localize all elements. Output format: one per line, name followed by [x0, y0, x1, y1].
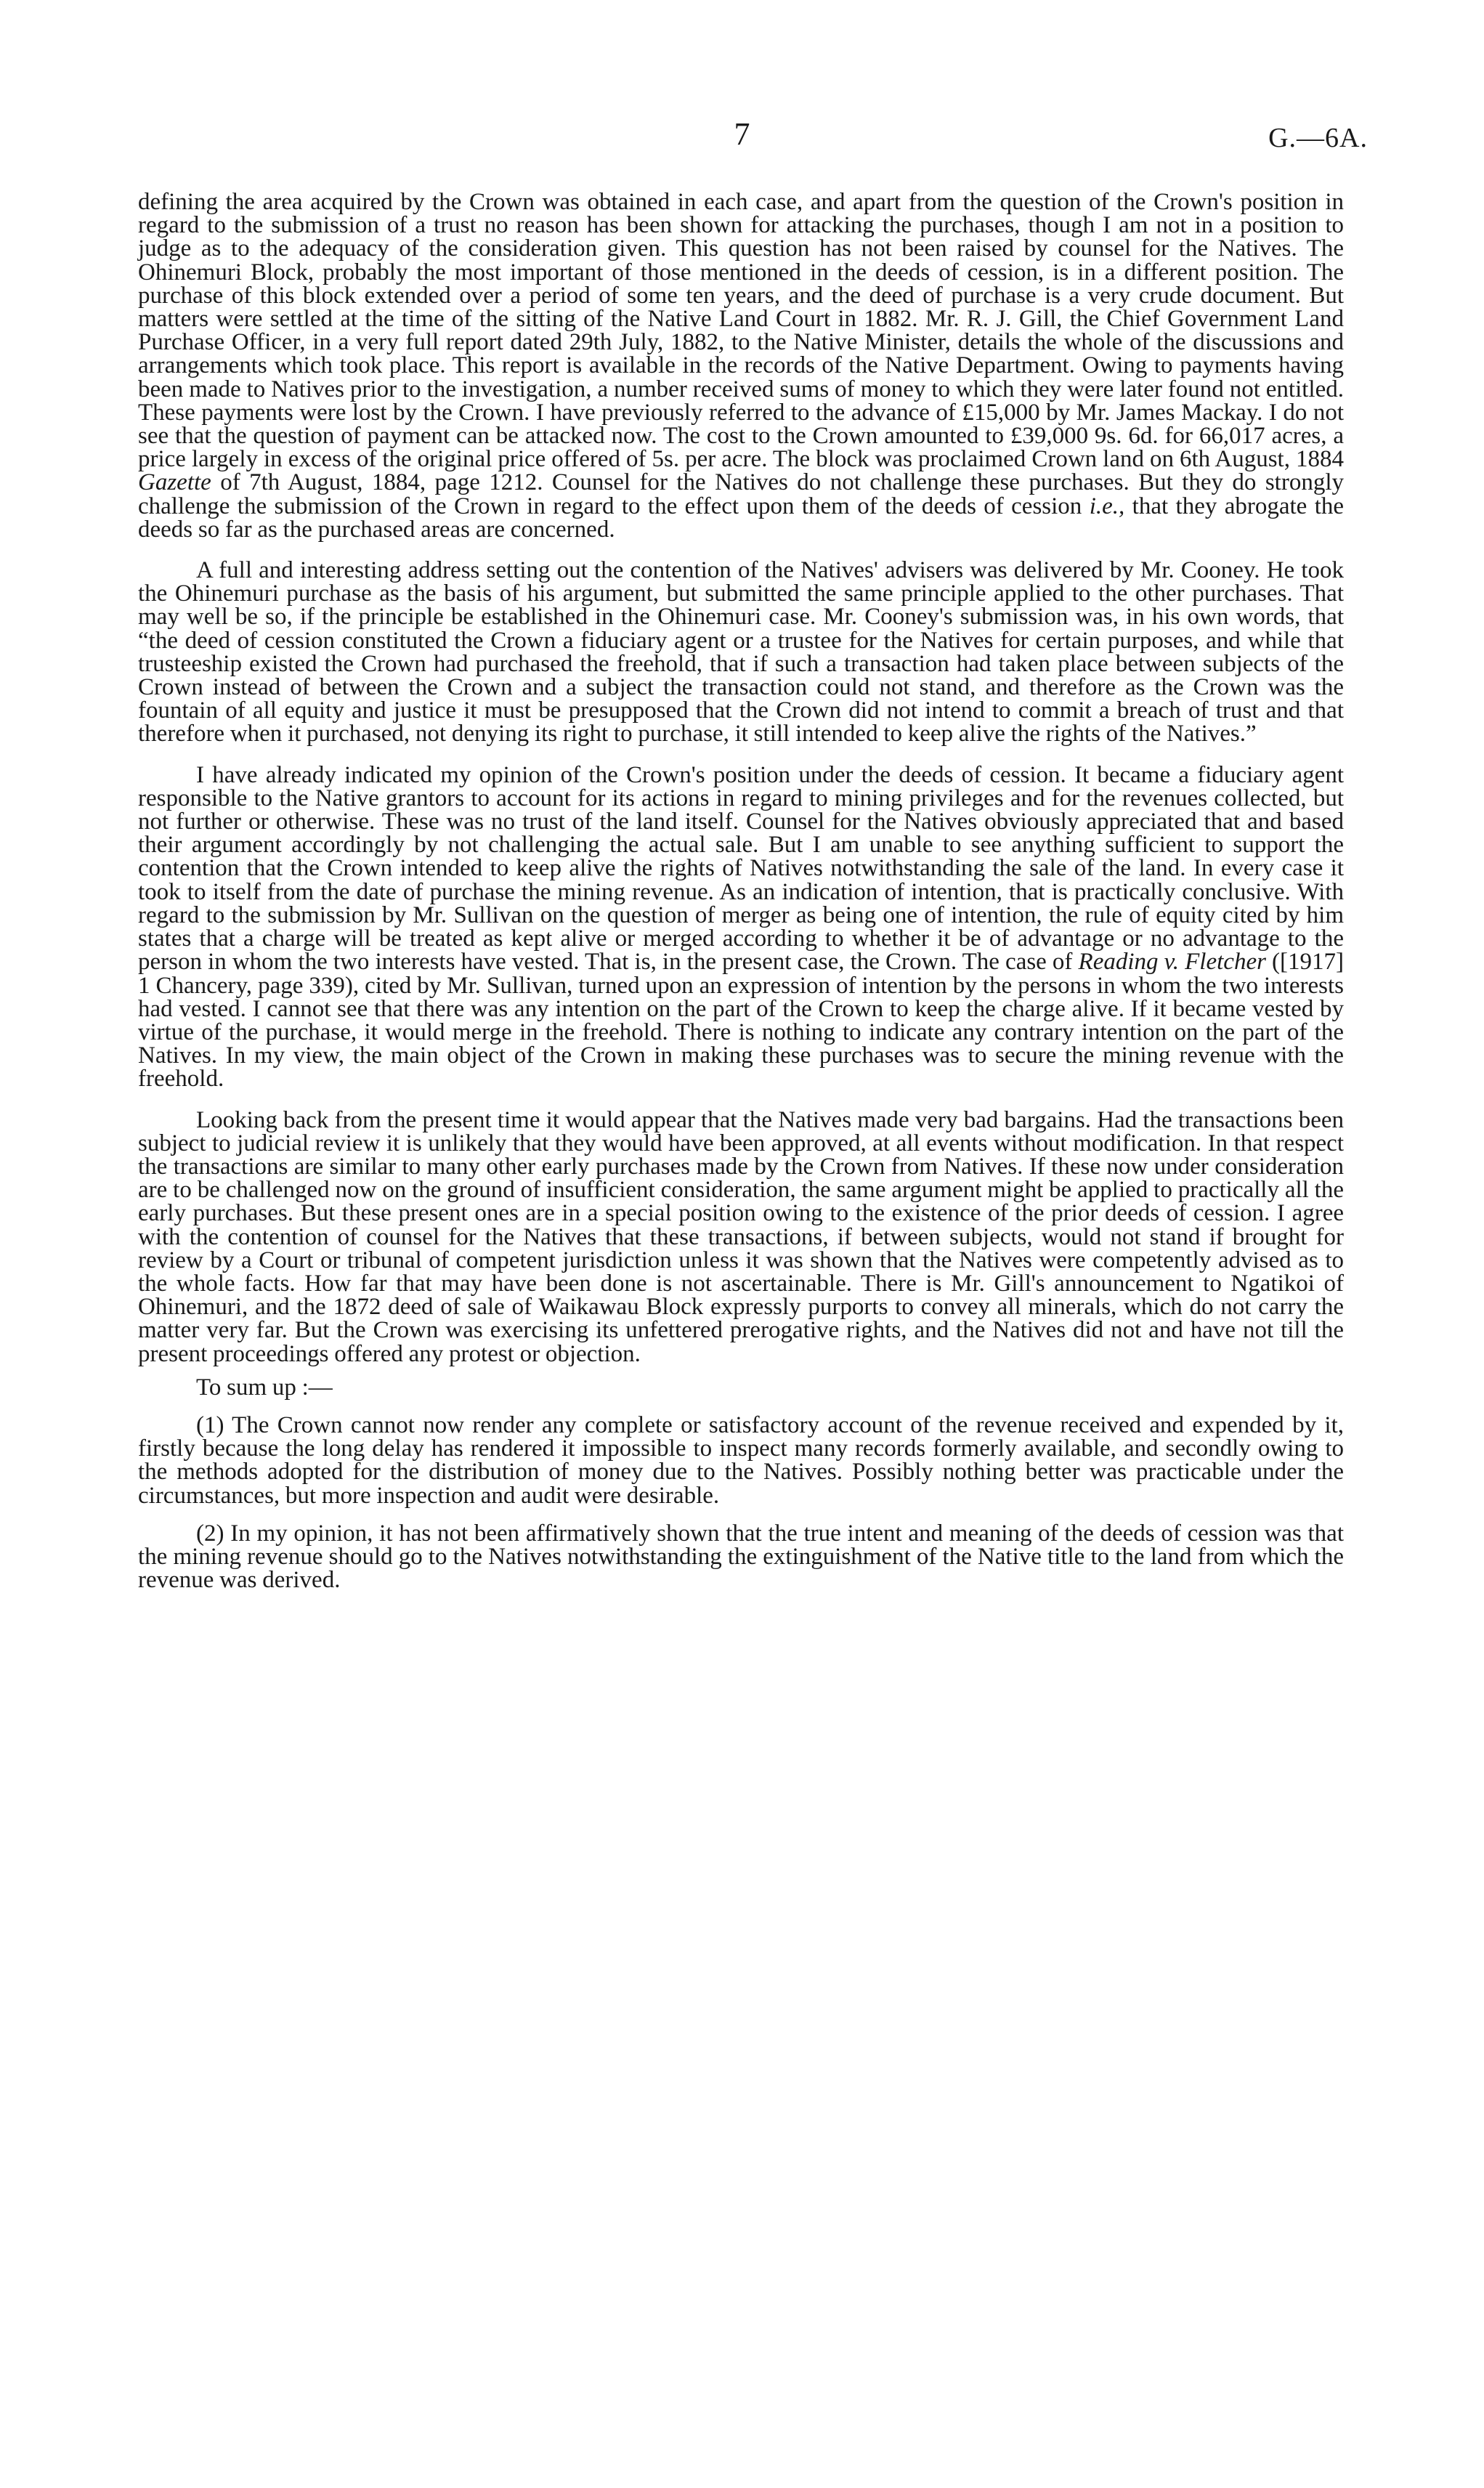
- summary-item-1: (1) The Crown cannot now render any complete or satisfactory account of the revenue received and expended by it, firstly because the long delay has rendered it impossible to inspect many records formerly available, and secondly owing to the methods adopted for the distribution of money due to the Natives. Possibly nothing better was practicable under the circumstances, but more inspection and audit were desirable.: [138, 1411, 1344, 1509]
- summary-item-2: (2) In my opinion, it has not been affirmatively shown that the true intent and meaning of the deeds of cession was that the mining revenue should go to the Natives notwithstanding the extinguishment of the Native title to the land from which the revenue was derived.: [138, 1520, 1344, 1594]
- paragraph-3-start: I have already indicated my opinion of the Crown's position under the deeds of cession. It became a fiduciary agent responsible to the Native grantors to account for its actions in regard to mining privileges and for the revenues collected, but not further or otherwise. These was no trust of the land itself. Counsel for the Natives obviously appreciated that and based their argument accordingly by not challenging the actual sale. But I am unable to see anything sufficient to support the contention that the Crown intended to keep alive the rights of Natives notwithstanding the sale of the land. In every case it took to itself from the date of purchase the mining revenue. As an indication of intention, that is practically conclusive. With regard to the submission by Mr. Sullivan on the question of merger as being one of intention, the rule of equity cited by him states that a charge will be treated as kept alive or merged according to whether it be of advantage or no advantage to the person in whom the two interests have vested. That is, in the present case, the Crown. The case of: [138, 761, 1344, 976]
- paragraph-2: A full and interesting address setting out the contention of the Natives' advisers was delivered by Mr. Cooney. He took the Ohinemuri purchase as the basis of his argument, but submitted the same principle applied to the other purchases. That may well be so, if the principle be established in the Ohinemuri case. Mr. Cooney's submission was, in his own words, that “the deed of cession constituted the Crown a fiduciary agent or a trustee for the Natives for certain purposes, and while that trusteeship existed the Crown had purchased the freehold, that if such a transaction had taken place between subjects of the Crown instead of between the Crown and a subject the transaction could not stand, and therefore as the Crown was the fountain of all equity and justice it must be presupposed that the Crown did not intend to commit a breach of trust and that therefore when it purchased, not denying its right to purchase, it still intended to keep alive the rights of the Natives.”: [138, 557, 1344, 747]
- paragraph-1-middle: of 7th August, 1884, page 1212. Counsel for the Natives do not challenge these purchases. But they do strongly challenge the submission of the Crown in regard to the effect upon them of the deeds of cession: [138, 469, 1345, 519]
- paragraph-1: [138, 190, 1344, 541]
- case-citation: Reading v. Fletcher: [1078, 949, 1266, 976]
- paragraph-3-end: ([1917] 1 Chancery, page 339), cited by Mr. Sullivan, turned upon an expression of intention by the persons in whom the two interests had vested. I cannot see that there was any intention on the part of the Crown to keep the charge alive. If it became vested by virtue of the purchase, it would merge in the freehold. There is nothing to indicate any contrary intention on the part of the Natives. In my view, the main object of the Crown in making these purchases was to secure the mining revenue with the freehold.: [138, 949, 1345, 1093]
- document-reference: G.—6A.: [1268, 123, 1368, 153]
- document-body: [138, 190, 1344, 1592]
- paragraph-1-end: that they abrogate the deeds so far as the purchased areas are concerned.: [138, 493, 1345, 543]
- paragraph-3: [138, 763, 1344, 1091]
- ie-abbreviation: i.e.,: [1089, 493, 1125, 519]
- paragraph-1-text: defining the area acquired by the Crown was obtained in each case, and apart from the question of the Crown's position in regard to the submission of a trust no reason has been shown for attacking the purchases, though I am not in a position to judge as to the adequacy of the consideration given. This question has not been raised by counsel for the Natives. The Ohinemuri Block, probably the most important of those mentioned in the deeds of cession, is in a different position. The purchase of this block extended over a period of some ten years, and the deed of purchase is a very crude document. But matters were settled at the time of the sitting of the Native Land Court in 1882. Mr. R. J. Gill, the Chief Government Land Purchase Officer, in a very full report dated 29th July, 1882, to the Native Minister, details the whole of the discussions and arrangements which took place. This report is available in the records of the Native Department. Owing to payments having been made to Natives prior to the investigation, a number received sums of money to which they were later found not entitled. These payments were lost by the Crown. I have previously referred to the advance of £15,000 by Mr. James Mackay. I do not see that the question of payment can be attacked now. The cost to the Crown amounted to £39,000 9s. 6d. for 66,017 acres, a price largely in excess of the original price offered of 5s. per acre. The block was proclaimed Crown land on 6th August, 1884: [138, 189, 1344, 473]
- summary-heading: To sum up :—: [196, 1374, 333, 1401]
- page-number: 7: [734, 116, 750, 152]
- gazette-reference: Gazette: [138, 469, 211, 496]
- paragraph-4: Looking back from the present time it would appear that the Natives made very bad bargains. Had the transactions been subject to judicial review it is unlikely that they would have been approved, at all events without modification. In that respect the transactions are similar to many other early purchases made by the Crown from Natives. If these now under consideration are to be challenged now on the ground of insufficient consideration, the same argument might be applied to practically all the early purchases. But these present ones are in a special position owing to the existence of the prior deeds of cession. I agree with the contention of counsel for the Natives that these transactions, if between subjects, would not stand if brought for review by a Court or tribunal of competent jurisdiction unless it was shown that the Natives were competently advised as to the whole facts. How far that may have been done is not ascertainable. There is Mr. Gill's announcement to Ngatikoi of Ohinemuri, and the 1872 deed of sale of Waikawau Block expressly purports to convey all minerals, which do not carry the matter very far. But the Crown was exercising its unfettered prerogative rights, and the Natives did not and have not till the present proceedings offered any protest or objection.: [138, 1106, 1344, 1367]
